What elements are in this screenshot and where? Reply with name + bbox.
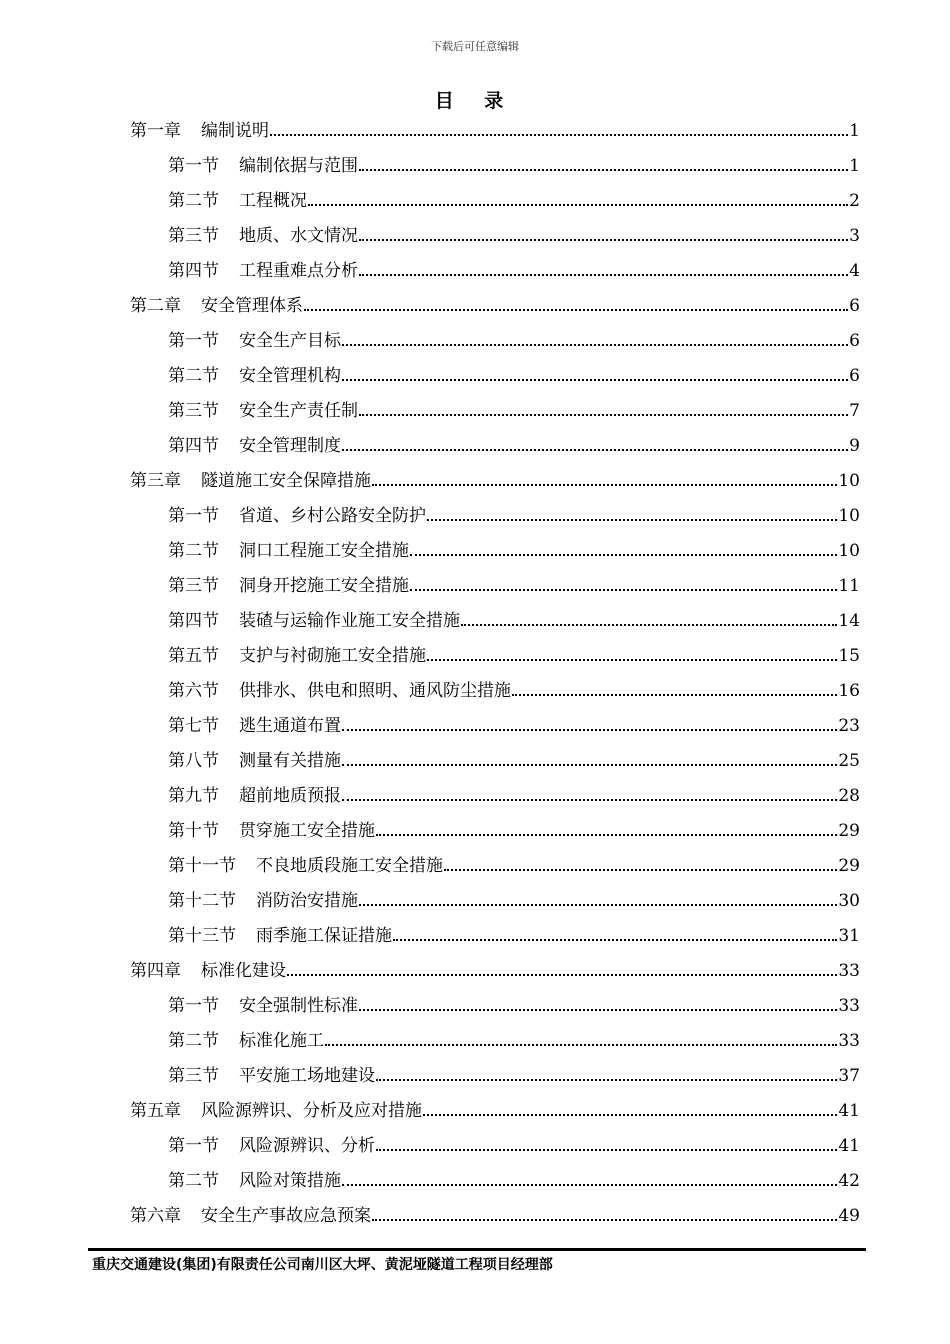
toc-section-entry[interactable] bbox=[130, 638, 860, 673]
toc-entry-number: 第三章 bbox=[130, 470, 181, 491]
toc-dot-leader bbox=[308, 204, 848, 206]
footer-company: 重庆交通建设(集团)有限责任公司南川区大坪、黄泥垭隧道工程项目经理部 bbox=[92, 1257, 553, 1273]
toc-entry-title: 洞身开挖施工安全措施 bbox=[239, 575, 409, 596]
toc-dot-leader bbox=[342, 1184, 837, 1186]
toc-section-entry[interactable] bbox=[130, 323, 860, 358]
toc-dot-leader bbox=[372, 484, 837, 486]
toc-entry-number: 第一节 bbox=[168, 1135, 219, 1156]
toc-entry-number: 第一章 bbox=[130, 120, 181, 141]
toc-dot-leader bbox=[393, 939, 837, 941]
toc-dot-leader bbox=[410, 589, 837, 591]
toc-section-entry[interactable] bbox=[130, 848, 860, 883]
toc-chapter-entry[interactable] bbox=[130, 1198, 860, 1233]
toc-dot-leader bbox=[325, 1044, 837, 1046]
toc-dot-leader bbox=[444, 869, 837, 871]
toc-section-entry[interactable] bbox=[130, 778, 860, 813]
toc-entry-title: 雨季施工保证措施 bbox=[256, 925, 392, 946]
toc-entry-title: 逃生通道布置 bbox=[239, 715, 341, 736]
table-of-contents bbox=[130, 113, 860, 1233]
toc-page-number: 42 bbox=[838, 1170, 860, 1191]
toc-section-entry[interactable] bbox=[130, 988, 860, 1023]
toc-section-entry[interactable] bbox=[130, 918, 860, 953]
toc-entry-number: 第二节 bbox=[168, 190, 219, 211]
toc-dot-leader bbox=[287, 974, 837, 976]
toc-entry-title: 平安施工场地建设 bbox=[239, 1065, 375, 1086]
toc-section-entry[interactable] bbox=[130, 218, 860, 253]
toc-dot-leader bbox=[359, 169, 848, 171]
toc-section-entry[interactable] bbox=[130, 883, 860, 918]
toc-dot-leader bbox=[427, 519, 837, 521]
toc-entry-number: 第九节 bbox=[168, 785, 219, 806]
toc-section-entry[interactable] bbox=[130, 358, 860, 393]
toc-entry-title: 安全生产事故应急预案 bbox=[201, 1205, 371, 1226]
toc-entry-number: 第五节 bbox=[168, 645, 219, 666]
toc-section-entry[interactable] bbox=[130, 498, 860, 533]
toc-page-number: 6 bbox=[849, 295, 860, 316]
toc-entry-number: 第十三节 bbox=[168, 925, 236, 946]
toc-entry-title: 编制依据与范围 bbox=[239, 155, 358, 176]
toc-page-number: 25 bbox=[838, 750, 860, 771]
toc-entry-title: 消防治安措施 bbox=[256, 890, 358, 911]
toc-dot-leader bbox=[359, 414, 848, 416]
toc-entry-number: 第二节 bbox=[168, 540, 219, 561]
toc-entry-number: 第一节 bbox=[168, 330, 219, 351]
toc-entry-title: 安全生产目标 bbox=[239, 330, 341, 351]
toc-entry-number: 第一节 bbox=[168, 505, 219, 526]
toc-dot-leader bbox=[359, 274, 848, 276]
toc-page-number: 29 bbox=[838, 820, 860, 841]
toc-dot-leader bbox=[427, 659, 837, 661]
toc-entry-number: 第四节 bbox=[168, 260, 219, 281]
toc-dot-leader bbox=[359, 904, 837, 906]
toc-section-entry[interactable] bbox=[130, 1128, 860, 1163]
toc-chapter-entry[interactable] bbox=[130, 953, 860, 988]
toc-entry-number: 第一节 bbox=[168, 155, 219, 176]
toc-section-entry[interactable] bbox=[130, 183, 860, 218]
toc-dot-leader bbox=[376, 1079, 837, 1081]
toc-entry-number: 第四节 bbox=[168, 610, 219, 631]
toc-dot-leader bbox=[270, 134, 848, 136]
toc-page-number: 49 bbox=[838, 1205, 860, 1226]
toc-dot-leader bbox=[342, 764, 837, 766]
toc-section-entry[interactable] bbox=[130, 708, 860, 743]
toc-page-number: 1 bbox=[849, 120, 860, 141]
toc-section-entry[interactable] bbox=[130, 428, 860, 463]
toc-section-entry[interactable] bbox=[130, 253, 860, 288]
toc-entry-number: 第三节 bbox=[168, 1065, 219, 1086]
toc-page-number: 6 bbox=[849, 365, 860, 386]
toc-page-number: 3 bbox=[849, 225, 860, 246]
toc-entry-number: 第八节 bbox=[168, 750, 219, 771]
toc-entry-number: 第十二节 bbox=[168, 890, 236, 911]
toc-section-entry[interactable] bbox=[130, 1058, 860, 1093]
toc-page-number: 33 bbox=[838, 960, 860, 981]
toc-dot-leader bbox=[376, 834, 837, 836]
toc-page-number: 30 bbox=[838, 890, 860, 911]
toc-dot-leader bbox=[461, 624, 837, 626]
toc-dot-leader bbox=[359, 239, 848, 241]
toc-entry-title: 地质、水文情况 bbox=[239, 225, 358, 246]
toc-entry-title: 工程概况 bbox=[239, 190, 307, 211]
toc-dot-leader bbox=[342, 344, 848, 346]
toc-section-entry[interactable] bbox=[130, 533, 860, 568]
toc-entry-title: 装碴与运输作业施工安全措施 bbox=[239, 610, 460, 631]
toc-entry-title: 安全管理体系 bbox=[201, 295, 303, 316]
toc-entry-title: 标准化施工 bbox=[239, 1030, 324, 1051]
toc-page-number: 23 bbox=[838, 715, 860, 736]
toc-section-entry[interactable] bbox=[130, 568, 860, 603]
toc-entry-title: 风险源辨识、分析及应对措施 bbox=[201, 1100, 422, 1121]
toc-dot-leader bbox=[359, 1009, 837, 1011]
toc-dot-leader bbox=[342, 379, 848, 381]
toc-chapter-entry[interactable] bbox=[130, 1093, 860, 1128]
toc-page-number: 10 bbox=[838, 470, 860, 491]
toc-entry-title: 洞口工程施工安全措施 bbox=[239, 540, 409, 561]
toc-page-number: 1 bbox=[849, 155, 860, 176]
toc-entry-title: 编制说明 bbox=[201, 120, 269, 141]
toc-page-number: 31 bbox=[838, 925, 860, 946]
toc-page-number: 6 bbox=[849, 330, 860, 351]
toc-entry-title: 测量有关措施 bbox=[239, 750, 341, 771]
toc-entry-number: 第二章 bbox=[130, 295, 181, 316]
toc-chapter-entry[interactable] bbox=[130, 463, 860, 498]
toc-page-number: 14 bbox=[838, 610, 860, 631]
toc-entry-number: 第十节 bbox=[168, 820, 219, 841]
toc-section-entry[interactable] bbox=[130, 813, 860, 848]
toc-entry-title: 风险对策措施 bbox=[239, 1170, 341, 1191]
toc-entry-title: 安全强制性标准 bbox=[239, 995, 358, 1016]
footer-divider bbox=[88, 1248, 866, 1251]
toc-page-number: 28 bbox=[838, 785, 860, 806]
toc-page-number: 4 bbox=[849, 260, 860, 281]
toc-dot-leader bbox=[342, 729, 837, 731]
toc-section-entry[interactable] bbox=[130, 743, 860, 778]
toc-section-entry[interactable] bbox=[130, 673, 860, 708]
toc-page-number: 7 bbox=[849, 400, 860, 421]
toc-page-number: 41 bbox=[838, 1100, 860, 1121]
toc-entry-title: 标准化建设 bbox=[201, 960, 286, 981]
toc-entry-title: 供排水、供电和照明、通风防尘措施 bbox=[239, 680, 511, 701]
toc-dot-leader bbox=[410, 554, 837, 556]
toc-page-number: 33 bbox=[838, 995, 860, 1016]
toc-chapter-entry[interactable] bbox=[130, 113, 860, 148]
toc-entry-title: 支护与衬砌施工安全措施 bbox=[239, 645, 426, 666]
toc-entry-number: 第五章 bbox=[130, 1100, 181, 1121]
toc-entry-title: 安全管理制度 bbox=[239, 435, 341, 456]
toc-page-number: 29 bbox=[838, 855, 860, 876]
toc-entry-number: 第三节 bbox=[168, 400, 219, 421]
toc-page-number: 15 bbox=[838, 645, 860, 666]
toc-entry-title: 安全管理机构 bbox=[239, 365, 341, 386]
toc-page-number: 37 bbox=[838, 1065, 860, 1086]
toc-entry-title: 风险源辨识、分析 bbox=[239, 1135, 375, 1156]
toc-entry-number: 第三节 bbox=[168, 225, 219, 246]
toc-page-number: 41 bbox=[838, 1135, 860, 1156]
toc-section-entry[interactable] bbox=[130, 393, 860, 428]
toc-entry-number: 第七节 bbox=[168, 715, 219, 736]
toc-entry-number: 第六节 bbox=[168, 680, 219, 701]
toc-page-number: 10 bbox=[838, 505, 860, 526]
toc-dot-leader bbox=[512, 694, 837, 696]
toc-entry-number: 第十一节 bbox=[168, 855, 236, 876]
toc-section-entry[interactable] bbox=[130, 1023, 860, 1058]
toc-dot-leader bbox=[304, 309, 848, 311]
toc-entry-number: 第六章 bbox=[130, 1205, 181, 1226]
toc-section-entry[interactable] bbox=[130, 1163, 860, 1198]
toc-entry-title: 工程重难点分析 bbox=[239, 260, 358, 281]
toc-chapter-entry[interactable] bbox=[130, 288, 860, 323]
toc-section-entry[interactable] bbox=[130, 603, 860, 638]
toc-dot-leader bbox=[342, 799, 837, 801]
toc-dot-leader bbox=[423, 1114, 837, 1116]
toc-entry-title: 贯穿施工安全措施 bbox=[239, 820, 375, 841]
toc-page-number: 9 bbox=[849, 435, 860, 456]
toc-entry-number: 第一节 bbox=[168, 995, 219, 1016]
toc-page-number: 16 bbox=[838, 680, 860, 701]
toc-title: 目 录 bbox=[434, 90, 516, 112]
toc-entry-number: 第三节 bbox=[168, 575, 219, 596]
toc-page-number: 2 bbox=[849, 190, 860, 211]
toc-dot-leader bbox=[372, 1219, 837, 1221]
page-header-note: 下载后可任意编辑 bbox=[431, 40, 519, 53]
toc-entry-number: 第二节 bbox=[168, 1170, 219, 1191]
toc-entry-number: 第四章 bbox=[130, 960, 181, 981]
toc-entry-title: 省道、乡村公路安全防护 bbox=[239, 505, 426, 526]
toc-dot-leader bbox=[376, 1149, 837, 1151]
toc-entry-number: 第二节 bbox=[168, 365, 219, 386]
toc-page-number: 33 bbox=[838, 1030, 860, 1051]
toc-entry-number: 第四节 bbox=[168, 435, 219, 456]
toc-entry-title: 隧道施工安全保障措施 bbox=[201, 470, 371, 491]
toc-entry-title: 安全生产责任制 bbox=[239, 400, 358, 421]
toc-page-number: 11 bbox=[838, 575, 860, 596]
toc-entry-number: 第二节 bbox=[168, 1030, 219, 1051]
toc-entry-title: 不良地质段施工安全措施 bbox=[256, 855, 443, 876]
toc-entry-title: 超前地质预报 bbox=[239, 785, 341, 806]
toc-page-number: 10 bbox=[838, 540, 860, 561]
toc-dot-leader bbox=[342, 449, 848, 451]
toc-section-entry[interactable] bbox=[130, 148, 860, 183]
